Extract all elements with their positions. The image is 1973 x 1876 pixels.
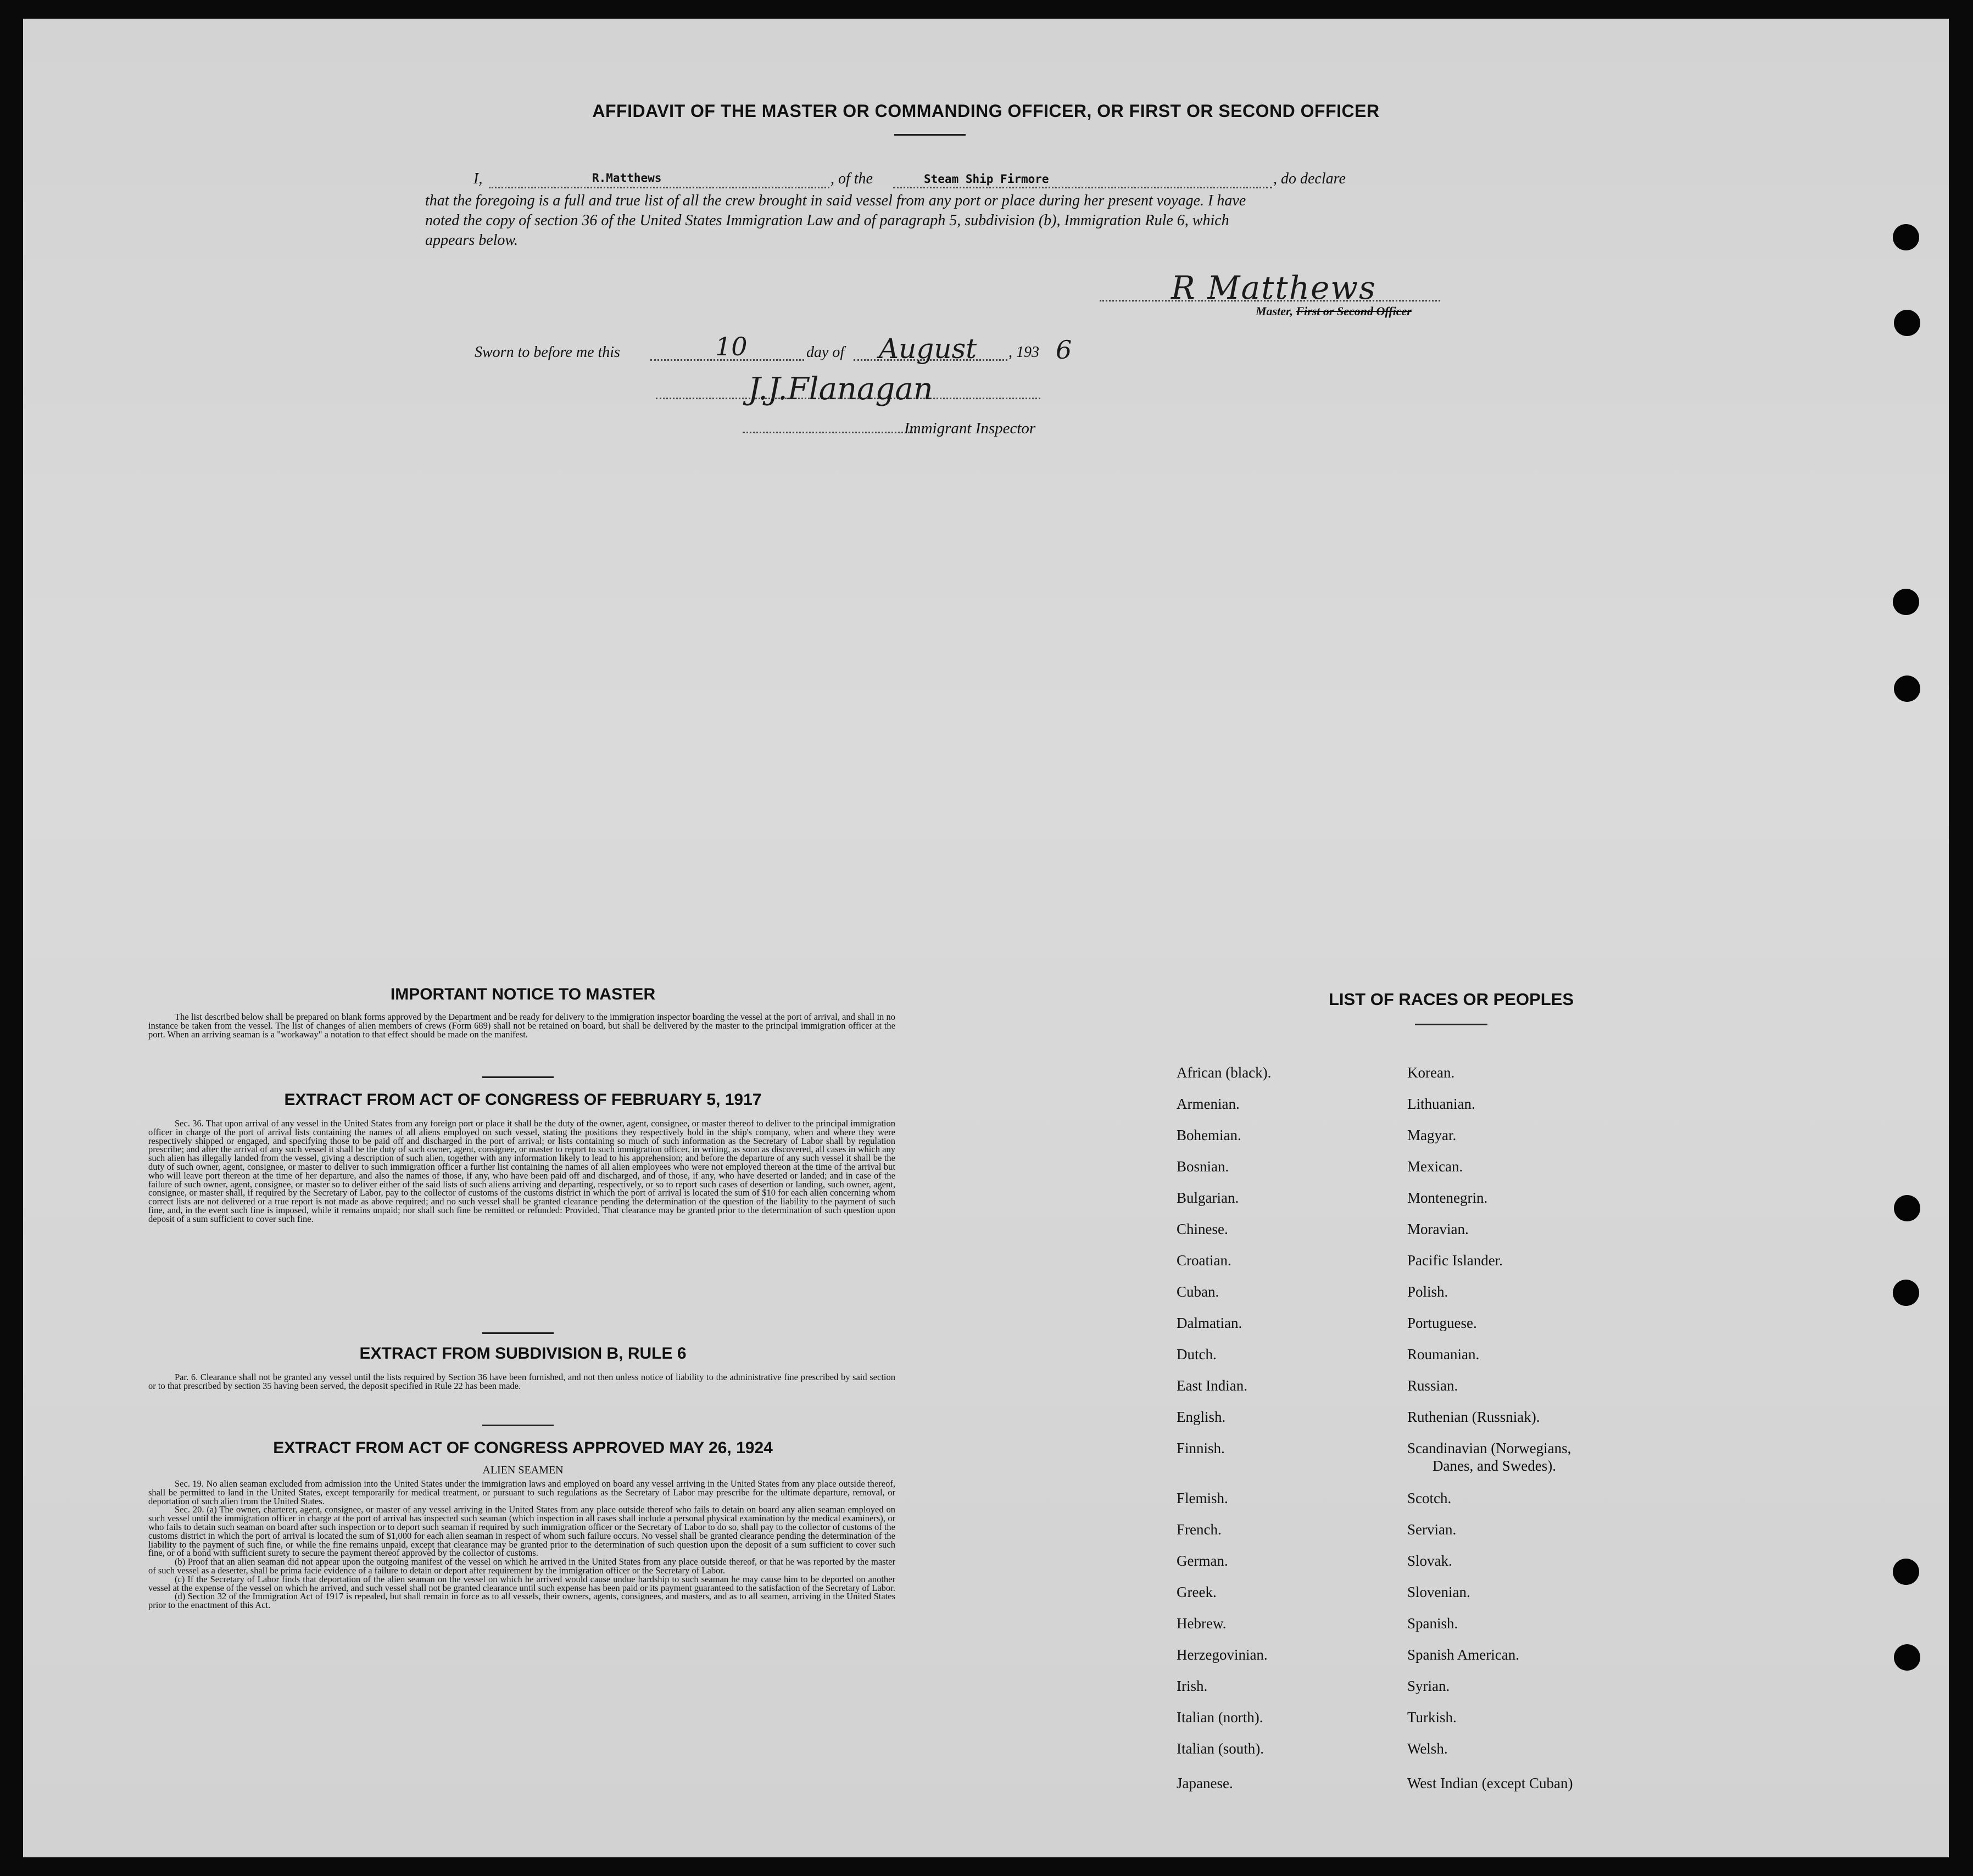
race-item: Ruthenian (Russniak). bbox=[1407, 1409, 1540, 1425]
race-item: Croatian. bbox=[1177, 1252, 1231, 1269]
race-item: Slovak. bbox=[1407, 1553, 1452, 1569]
declaration-line-1 bbox=[473, 170, 1484, 192]
sworn-month: August bbox=[879, 333, 977, 365]
race-item: Irish. bbox=[1177, 1678, 1208, 1694]
race-item: Korean. bbox=[1407, 1064, 1455, 1081]
race-item: Herzegovinian. bbox=[1177, 1646, 1268, 1663]
race-item: Servian. bbox=[1407, 1521, 1457, 1538]
do-declare-text: , do declare bbox=[1273, 170, 1346, 187]
race-item: German. bbox=[1177, 1553, 1228, 1569]
races-title: LIST OF RACES OR PEOPLES bbox=[1328, 990, 1574, 1009]
extract-1917-body: Sec. 36. That upon arrival of any vessel in the United States from any foreign port or place it shall be the duty of the owner, agent, consignee, or master thereof to deliver to the principal immigration officer in charge of the port of arrival lists containing the names of all aliens employed on such vessel, stating the positions they respectively hold in the ship's company, when and where they were respectively shipped or engaged, and specifying those to be paid off and discharged in the port of arrival; or lists containing so much of such information as the Secretary of Labor shall by regulation prescribe; and after the arrival of any such vessel it shall be the duty of such owner, agent, consignee, or master to report to such immigration officer, in writing, as soon as discovered, all cases in which any such alien has illegally landed from the vessel, giving a description of such alien, together with any information likely to lead to his apprehension; and before the departure of any such vessel it shall be the duty of such owner, agent, consignee, or master to deliver to such immigration officer a further list containing the names of all alien employees who were not employed thereon at the time of the arrival but who will leave port thereon at the time of her departure, and also the names of those, if any, who have been paid off and discharged, and of those, if any, who have deserted or landed; and in case of the failure of such owner, agent, consignee, or master so to deliver either of the said lists of such aliens arriving and departing, respectively, or so to report such cases of desertion or landing, such owner, agent, consignee, or master shall, if required by the Secretary of Labor, pay to the collector of customs of the customs district in which the port of arrival is located the sum of $10 for each alien concerning whom correct lists are not delivered or a true report is not made as above required; and no such vessel shall be granted clearance pending the determination of the question of the liability to the payment of such fine, and, in the event such fine is imposed, while it remains unpaid; nor shall such fine be remitted or refunded: Provided, That clearance may be granted prior to the determination of such question upon deposit of a sum sufficient to cover such fine. bbox=[148, 1118, 895, 1224]
struck-officer-label: First or Second Officer bbox=[1296, 304, 1412, 318]
race-item: Spanish American. bbox=[1407, 1646, 1519, 1663]
document-page bbox=[23, 19, 1949, 1857]
race-item: Portuguese. bbox=[1407, 1315, 1477, 1331]
inspector-label: Immigrant Inspector bbox=[904, 420, 1036, 437]
race-item: Montenegrin. bbox=[1407, 1190, 1488, 1206]
race-item: Flemish. bbox=[1177, 1490, 1228, 1506]
extract-rule6-title: EXTRACT FROM SUBDIVISION B, RULE 6 bbox=[359, 1344, 687, 1363]
affidavit-title: AFFIDAVIT OF THE MASTER OR COMMANDING OFFICER, OR FIRST OR SECOND OFFICER bbox=[592, 101, 1380, 121]
binder-hole bbox=[1893, 224, 1919, 250]
race-item: Roumanian. bbox=[1407, 1346, 1480, 1363]
binder-hole bbox=[1894, 675, 1920, 702]
vessel-name: Steam Ship Firmore bbox=[924, 172, 1049, 186]
master-signature: R Matthews bbox=[1171, 269, 1376, 306]
binder-hole bbox=[1894, 1644, 1920, 1671]
extract-1917-title: EXTRACT FROM ACT OF CONGRESS OF FEBRUARY 5, 1917 bbox=[284, 1091, 762, 1109]
sworn-year-digit: 6 bbox=[1056, 335, 1072, 365]
race-item: Dutch. bbox=[1177, 1346, 1217, 1363]
race-item: Hebrew. bbox=[1177, 1615, 1227, 1632]
master-name: R.Matthews bbox=[592, 171, 662, 185]
race-item: East Indian. bbox=[1177, 1377, 1247, 1394]
race-item: Bulgarian. bbox=[1177, 1190, 1239, 1206]
master-title bbox=[1256, 304, 1412, 319]
extract-1924-title: EXTRACT FROM ACT OF CONGRESS APPROVED MAY 26, 1924 bbox=[273, 1439, 773, 1457]
master-label: Master, bbox=[1256, 304, 1293, 318]
race-item: African (black). bbox=[1177, 1064, 1272, 1081]
race-item: Armenian. bbox=[1177, 1096, 1240, 1112]
extract-1924-body: Sec. 19. No alien seaman excluded from admission into the United States under the immigration laws and employed on board any vessel arriving in the United States from any place outside thereof, shall be permitted to land in the United States, except temporarily for medical treatment, or pursuant to such regulations as the Secretary of Labor may prescribe for the ultimate departure, removal, or deportation of such alien from the United States. Sec. 20. (a) The owner, charterer, agent, consignee, or master of any vessel arriving in the United States from any place outside thereof who fails to detain on board any alien seaman employed on such vessel until the immigration officer in charge at the port of arrival has inspected such seaman (which inspection in all cases shall include a personal physical examination by the medical examiners), or who fails to detain such seaman on board after such inspection or to deport such seaman if required by such immigration officer or the Secretary of Labor to do so, shall pay to the collector of customs of the customs district in which the port of arrival is located the sum of $1,000 for each alien seaman in respect of whom such failure occurs. No vessel shall be granted clearance pending the determination of the liability to the payment of such fine, or while the fine remains unpaid, except that clearance may be granted prior to the determination of such question upon the deposit of a sum sufficient to cover such fine, or of a bond with sufficient surety to secure the payment thereof approved by the collector of customs. (b) Proof that an alien seaman did not appear upon the outgoing manifest of the vessel on which he arrived in the United States from any place outside thereof, or that he was reported by the master of such vessel as a deserter, shall be prima facie evidence of a failure to detain or deport after requirement by the immigration officer or the Secretary of Labor. (c) If the Secretary of Labor finds that deportation of the alien seaman on the vessel on which he arrived would cause undue hardship to such seaman he may cause him to be deported on another vessel at the expense of the vessel on which he arrived, and such vessel shall not be granted clearance until such expense has been paid or its payment guaranteed to the satisfaction of the Secretary of Labor. (d) Section 32 of the Immigration Act of 1917 is repealed, but shall remain in force as to all vessels, their owners, agents, consignees, and masters, and as to all seamen, arriving in the United States prior to the enactment of this Act. bbox=[148, 1478, 895, 1611]
race-item: Turkish. bbox=[1407, 1709, 1457, 1726]
race-item: English. bbox=[1177, 1409, 1226, 1425]
race-item: Moravian. bbox=[1407, 1221, 1469, 1237]
sworn-label: Sworn to before me this bbox=[475, 344, 620, 361]
title-underline bbox=[894, 134, 966, 136]
of-the-text: , of the bbox=[831, 170, 873, 187]
extract-rule6-body: Par. 6. Clearance shall not be granted any vessel until the lists required by Section 36 have been furnished, and not then unless notice of liability to the administrative fine prescribed by said section or to that prescribed by section 35 having been served, the deposit specified in Rule 22 has been made. bbox=[148, 1372, 895, 1391]
binder-hole bbox=[1893, 1280, 1919, 1306]
race-item: Danes, and Swedes). bbox=[1433, 1458, 1556, 1474]
declaration-line-2: that the foregoing is a full and true list of all the crew brought in said vessel from any port or place during her present voyage. I have bbox=[425, 192, 1246, 209]
race-item: Bosnian. bbox=[1177, 1158, 1229, 1175]
race-item: Syrian. bbox=[1407, 1678, 1450, 1694]
declaration-body bbox=[425, 191, 1484, 250]
race-item: Greek. bbox=[1177, 1584, 1217, 1600]
notice-title: IMPORTANT NOTICE TO MASTER bbox=[390, 985, 656, 1003]
sworn-day: 10 bbox=[715, 332, 748, 361]
year-prefix: , 193 bbox=[1008, 344, 1039, 361]
day-of-label: day of bbox=[806, 344, 845, 361]
race-item: Chinese. bbox=[1177, 1221, 1228, 1237]
race-item: Japanese. bbox=[1177, 1775, 1233, 1791]
race-item: Finnish. bbox=[1177, 1440, 1225, 1456]
race-item: Spanish. bbox=[1407, 1615, 1458, 1632]
inspector-signature: J.J.Flanagan bbox=[748, 371, 933, 407]
race-item: Cuban. bbox=[1177, 1283, 1219, 1300]
declaration-line-4: appears below. bbox=[425, 232, 519, 249]
race-item: Welsh. bbox=[1407, 1740, 1448, 1757]
race-item: Russian. bbox=[1407, 1377, 1458, 1394]
binder-hole bbox=[1893, 1559, 1919, 1585]
race-item: Italian (north). bbox=[1177, 1709, 1263, 1726]
declaration-lead: I, bbox=[473, 170, 483, 187]
race-item: Bohemian. bbox=[1177, 1127, 1241, 1143]
race-item: French. bbox=[1177, 1521, 1222, 1538]
binder-hole bbox=[1894, 1195, 1920, 1221]
notice-body: The list described below shall be prepared on blank forms approved by the Department and be ready for delivery to the immigration inspector boarding the vessel at the port of arrival, and shall in no instance be taken from the vessel. The list of changes of alien members of crews (Form 689) shall not be retained on board, but shall be delivered by the master to the principal immigration officer at the port. When an arriving seaman is a "workaway" a notation to that effect should be made on the manifest. bbox=[148, 1012, 895, 1040]
race-item: West Indian (except Cuban) bbox=[1407, 1775, 1573, 1791]
extract-1924-subtitle: ALIEN SEAMEN bbox=[482, 1464, 564, 1476]
race-item: Magyar. bbox=[1407, 1127, 1457, 1143]
race-item: Scotch. bbox=[1407, 1490, 1452, 1506]
race-item: Mexican. bbox=[1407, 1158, 1463, 1175]
binder-hole bbox=[1893, 589, 1919, 615]
race-item: Lithuanian. bbox=[1407, 1096, 1475, 1112]
race-item: Dalmatian. bbox=[1177, 1315, 1242, 1331]
sworn-line bbox=[475, 332, 1156, 368]
declaration-line-3: noted the copy of section 36 of the United States Immigration Law and of paragraph 5, subdivision (b), Immigration Rule 6, which bbox=[425, 212, 1229, 229]
race-item: Italian (south). bbox=[1177, 1740, 1264, 1757]
race-item: Pacific Islander. bbox=[1407, 1252, 1503, 1269]
race-item: Slovenian. bbox=[1407, 1584, 1470, 1600]
race-item: Scandinavian (Norwegians, bbox=[1407, 1440, 1571, 1456]
race-item: Polish. bbox=[1407, 1283, 1448, 1300]
binder-hole bbox=[1894, 310, 1920, 336]
